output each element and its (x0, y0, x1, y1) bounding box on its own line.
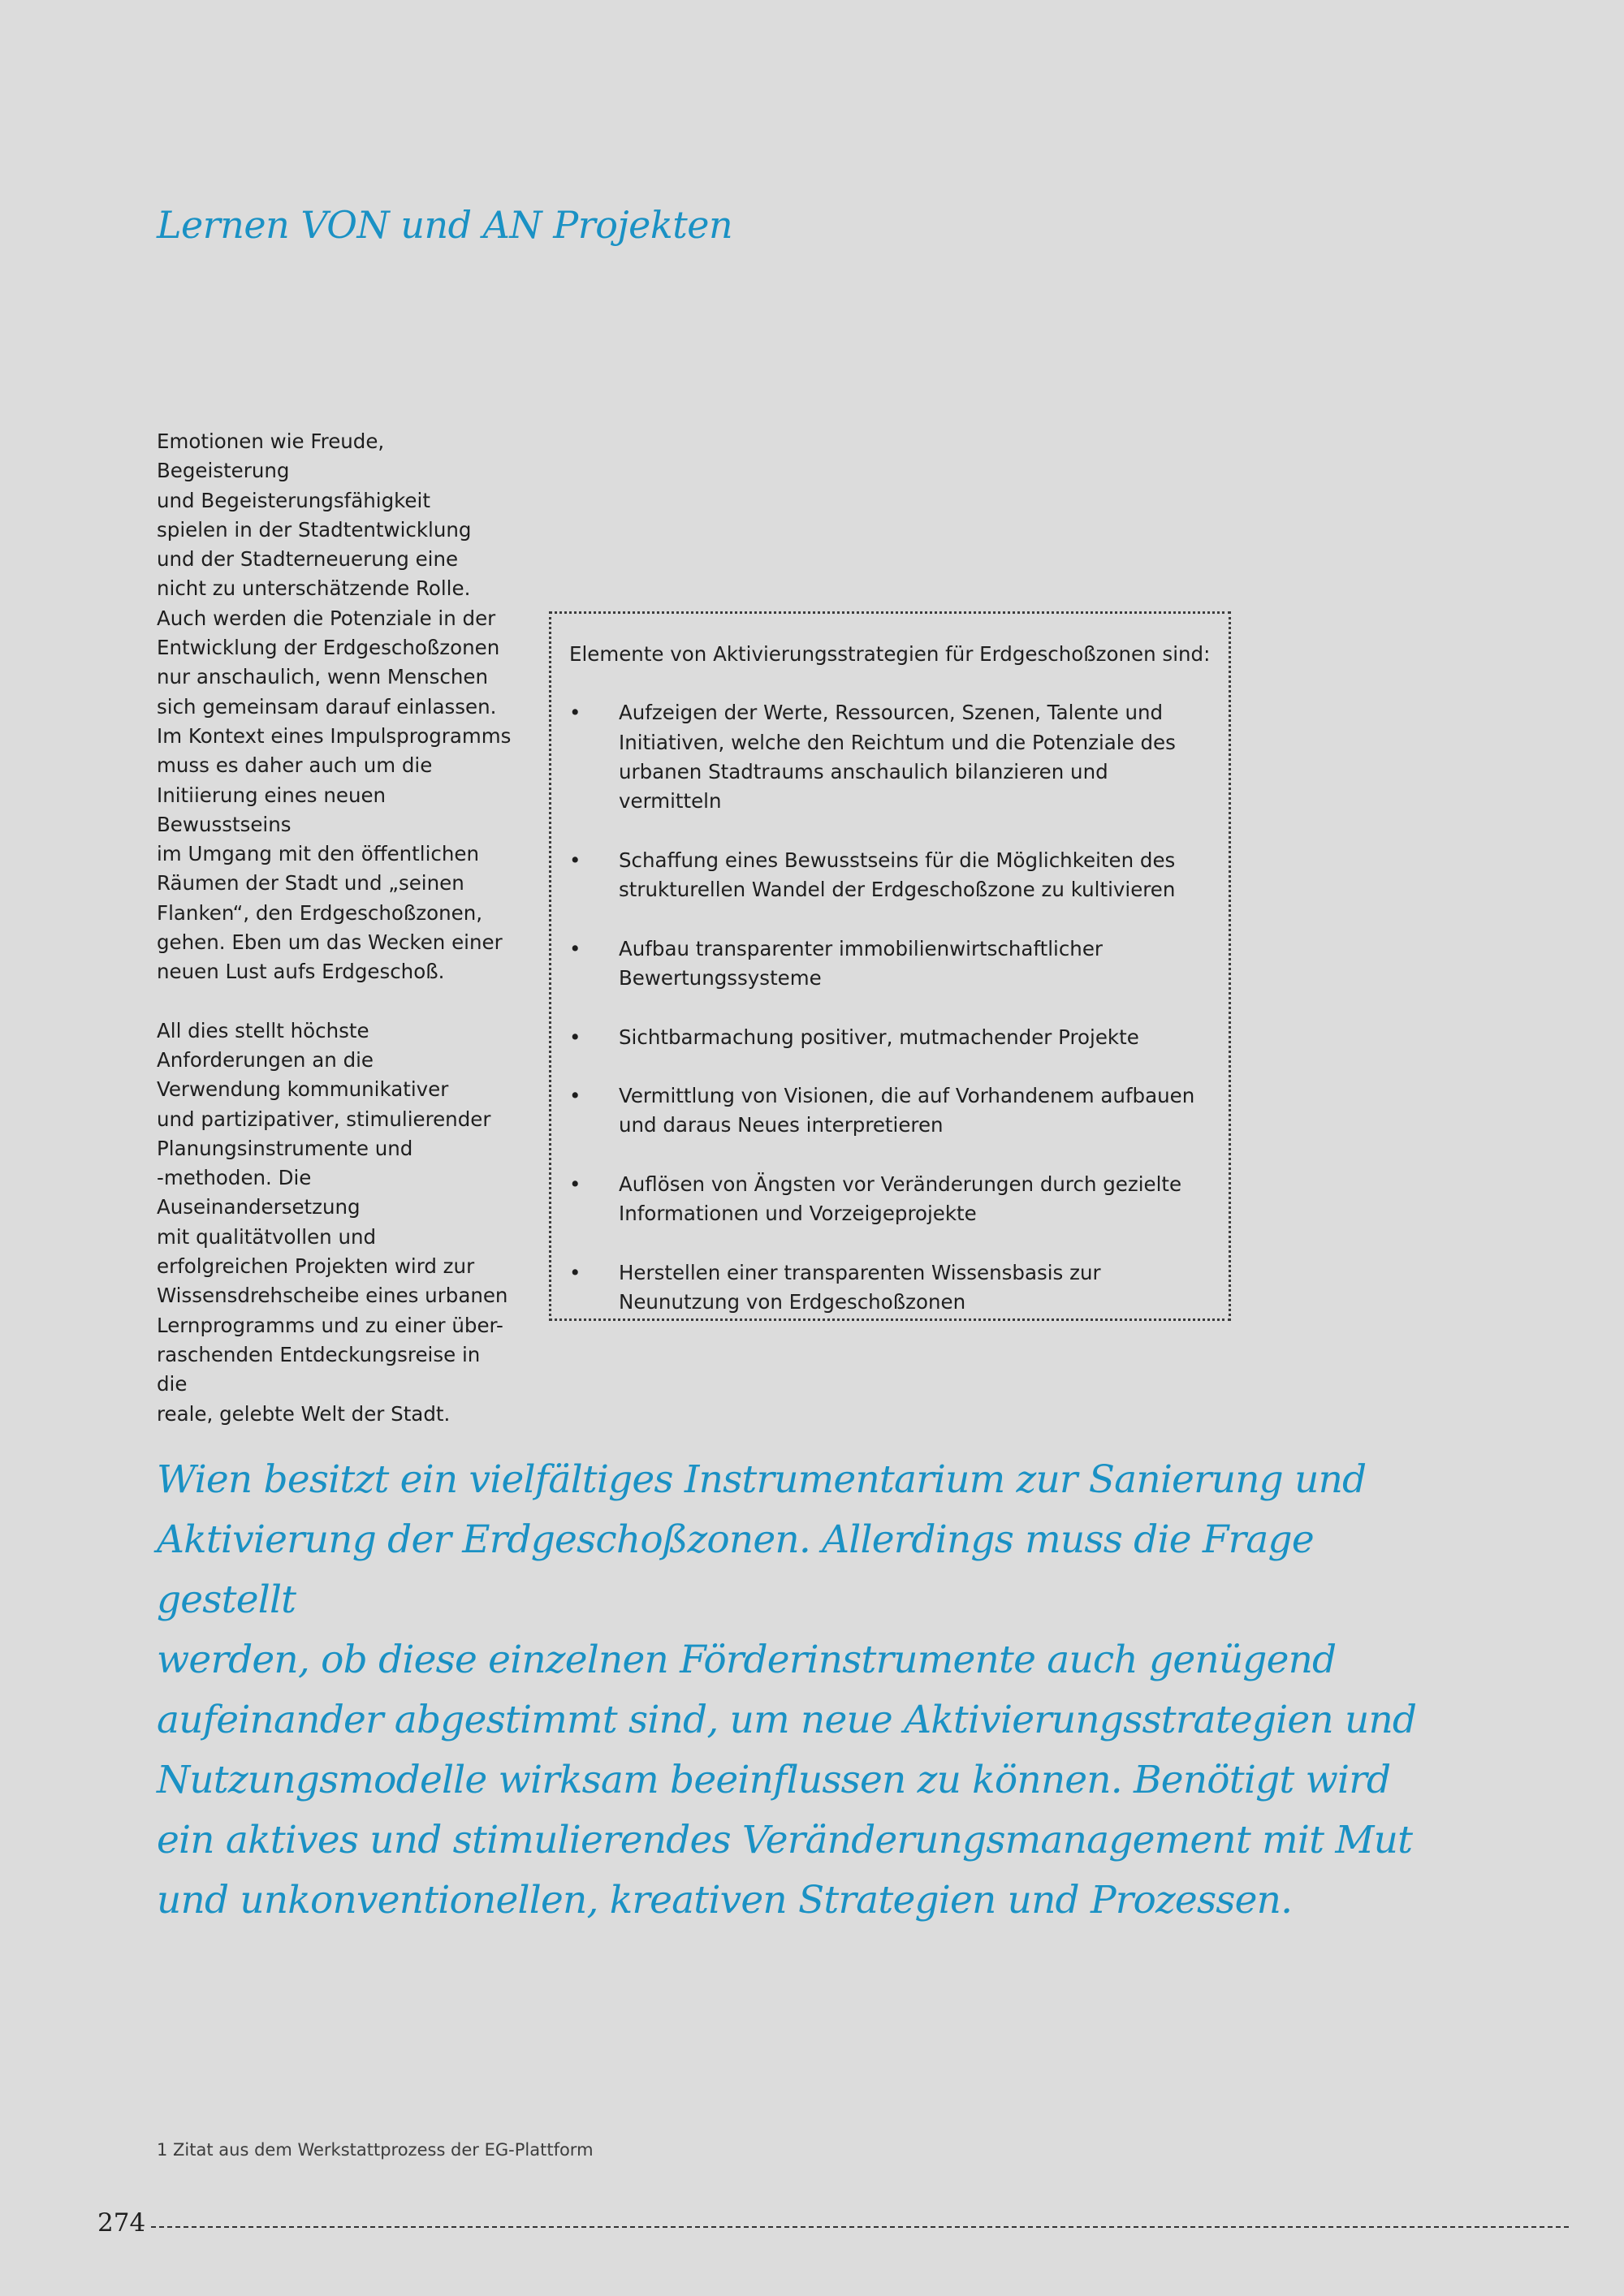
list-item (569, 1081, 1212, 1141)
bullet-icon: • (569, 1025, 581, 1049)
list-item (569, 1258, 1212, 1318)
list-item-text: Auflösen von Ängsten vor Veränderungen durch gezielte Informationen und Vorzeigeprojekte (619, 1172, 1182, 1226)
list-item (569, 1170, 1212, 1229)
list-item-text: Schaffung eines Bewusstseins für die Möglichkeiten des strukturellen Wandel der Erdgeschoßzone zu kultivieren (619, 848, 1176, 902)
list-item-text: Aufbau transparenter immobilienwirtschaftlicher Bewertungssysteme (619, 936, 1103, 990)
bullet-icon: • (569, 1260, 581, 1284)
bullet-icon: • (569, 1172, 581, 1197)
list-item-text: Sichtbarmachung positiver, mutmachender Projekte (619, 1025, 1139, 1049)
list-item-text: Aufzeigen der Werte, Ressourcen, Szenen, Talente und Initiativen, welche den Reichtum und die Potenziale des urbanen Stadtraums anschaulich bilanzieren und vermitteln (619, 701, 1176, 814)
footnote: 1 Zitat aus dem Werkstattprozess der EG-Plattform (157, 2140, 594, 2160)
bullet-icon: • (569, 1084, 581, 1108)
list-item (569, 698, 1212, 816)
page-footer (97, 2208, 1569, 2244)
box-heading: Elemente von Aktivierungsstrategien für Erdgeschoßzonen sind: (569, 642, 1211, 666)
activation-strategies-box (549, 611, 1231, 1321)
intro-text (157, 427, 514, 1429)
bullet-icon: • (569, 848, 581, 872)
list-item (569, 1023, 1212, 1052)
intro-paragraph-1: Emotionen wie Freude, Begeisterung und Begeisterungsfähigkeit spielen in der Stadtentwicklung und der Stadterneuerung eine nicht zu unterschätzende Rolle. Auch werden die Potenziale in der Entwicklung der Erdgeschoßzonen nur anschaulich, wenn Menschen sich gemeinsam darauf einlassen. Im Kontext eines Impulsprogramms muss es daher auch um die Initiierung eines neuen Bewusstseins im Umgang mit den öffentlichen Räumen der Stadt und „seinen Flanken“, den Erdgeschoßzonen, gehen. Eben um das Wecken einer neuen Lust aufs Erdgeschoß. (157, 429, 512, 984)
list-item-text: Vermittlung von Visionen, die auf Vorhandenem aufbauen und daraus Neues interpretieren (619, 1084, 1195, 1137)
list-item (569, 846, 1212, 905)
footer-divider (151, 2226, 1569, 2228)
bullet-icon: • (569, 936, 581, 960)
list-item (569, 934, 1212, 994)
list-item-text: Herstellen einer transparenten Wissensbasis zur Neunutzung von Erdgeschoßzonen (619, 1260, 1101, 1314)
pull-quote: Wien besitzt ein vielfältiges Instrumentarium zur Sanierung und Aktivierung der Erdgeschoßzonen. Allerdings muss die Frage gestellt werden, ob diese einzelnen Förderinstrumente auch genügend aufeinander abgestimmt sind, um neue Aktivierungsstrategien und Nutzungsmodelle wirksam beeinflussen zu können. Benötigt wird ein aktives und stimulierendes Veränderungsmanagement mit Mut und unkonventionellen, kreativen Strategien und Prozessen. (157, 1457, 1417, 1923)
page-number: 274 (97, 2208, 146, 2238)
intro-paragraph-2: All dies stellt höchste Anforderungen an die Verwendung kommunikativer und partizipativer, stimulierender Planungsinstrumente und -methoden. Die Auseinandersetzung mit qualitätvollen und erfolgreichen Projekten wird zur Wissensdrehscheibe eines urbanen Lernprogramms und zu einer über- raschenden Entdeckungsreise in die reale, gelebte Welt der Stadt. (157, 1018, 508, 1426)
page-title: Lernen VON und AN Projekten (157, 203, 733, 247)
bullet-icon: • (569, 701, 581, 725)
strategy-list (569, 698, 1212, 1317)
